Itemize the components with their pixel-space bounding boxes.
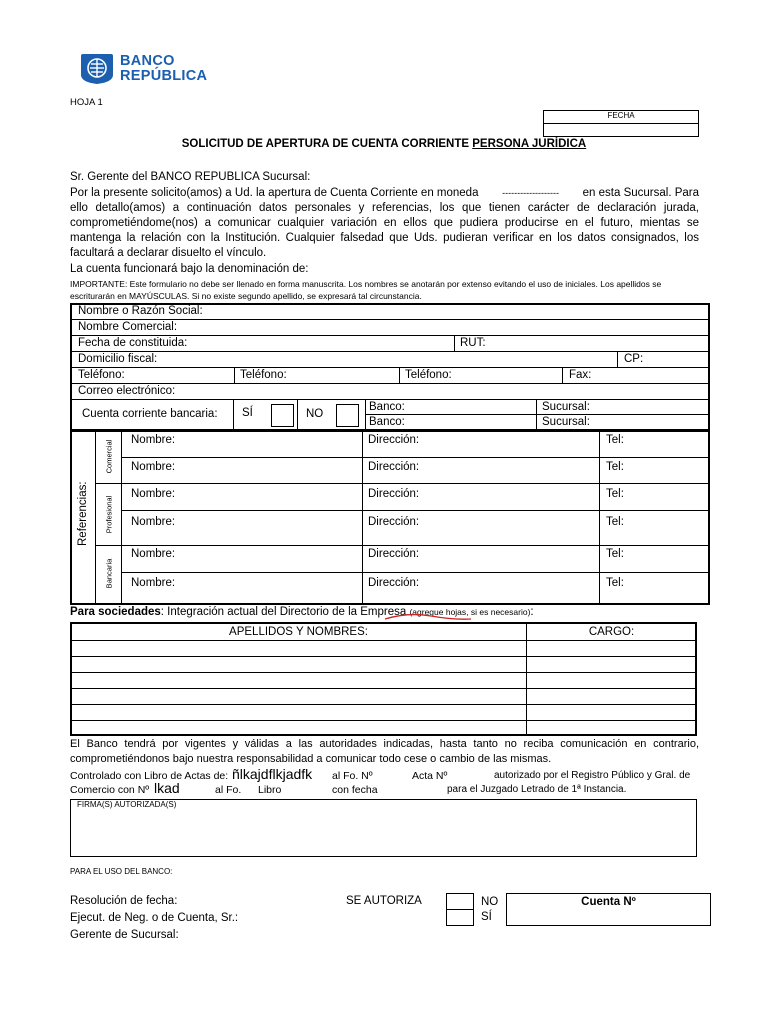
- nombre-comercial-label: Nombre Comercial:: [78, 321, 178, 333]
- intro-dashes: -------------------: [502, 188, 560, 198]
- telefono-label-3: Teléfono:: [405, 369, 452, 381]
- important-note: IMPORTANTE: Este formulario no debe ser llenado en forma manuscrita. Los nombres se anotarán por extenso evitando el uso de iniciales. Los apellidos se escriturarán en MAYÚSCULAS. Si no existe segundo apellido, se expresará tal circunstancia.: [70, 279, 662, 301]
- controlled-i: para el Juzgado Letrado de 1ª Instancia.: [447, 784, 627, 795]
- ref-tel-6: Tel:: [606, 577, 624, 589]
- ref-nombre-1: Nombre:: [131, 434, 176, 446]
- no-label: NO: [306, 408, 324, 420]
- ref-tel-1: Tel:: [606, 434, 624, 446]
- ref-direccion-5: Dirección:: [368, 548, 420, 560]
- reference-group-comercial: Comercial: [104, 439, 114, 474]
- ref-nombre-2: Nombre:: [131, 461, 176, 473]
- ref-nombre-6: Nombre:: [131, 577, 176, 589]
- controlled-e: Comercio con Nº: [70, 784, 150, 796]
- resolucion-label: Resolución de fecha:: [70, 895, 178, 907]
- ref-nombre-4: Nombre:: [131, 516, 176, 528]
- ref-direccion-2: Dirección:: [368, 461, 420, 473]
- sheet-number: HOJA 1: [70, 97, 103, 108]
- reference-group-bancaria: Bancaria: [104, 558, 114, 589]
- telefono-label-1: Teléfono:: [78, 369, 125, 381]
- correo-label: Correo electrónico:: [78, 385, 176, 397]
- banco-label-1: Banco:: [369, 401, 405, 413]
- fax-label: Fax:: [569, 369, 592, 381]
- account-number-label: Cuenta Nº: [581, 896, 636, 908]
- directors-col-names: APELLIDOS Y NOMBRES:: [229, 626, 368, 638]
- si-label: SÍ: [242, 407, 253, 419]
- cp-label: CP:: [624, 353, 644, 365]
- autoriza-label: SE AUTORIZA: [346, 895, 422, 907]
- no-checkbox[interactable]: [336, 404, 359, 427]
- ref-direccion-1: Dirección:: [368, 434, 420, 446]
- bank-logo-icon: [79, 51, 115, 85]
- sucursal-label-1: Sucursal:: [542, 401, 590, 413]
- authorize-no-label: NO: [481, 896, 499, 908]
- date-label: FECHA: [607, 111, 635, 120]
- directors-col-cargo: CARGO:: [588, 626, 635, 638]
- handwritten-book: ñlkajdflkjadfk: [232, 766, 313, 782]
- ref-nombre-5: Nombre:: [131, 548, 176, 560]
- ref-nombre-3: Nombre:: [131, 488, 176, 500]
- reference-group-profesional: Profesional: [104, 495, 114, 534]
- si-checkbox[interactable]: [271, 404, 294, 427]
- telefono-label-2: Teléfono:: [240, 369, 287, 381]
- intro-text-a: Por la presente solicito(amos) a Ud. la apertura de Cuenta Corriente en moneda: [70, 187, 479, 199]
- cuenta-bancaria-label: Cuenta corriente bancaria:: [82, 408, 218, 420]
- sucursal-label-2: Sucursal:: [542, 416, 590, 428]
- references-title: Referencias:: [77, 481, 89, 546]
- greeting: Sr. Gerente del BANCO REPUBLICA Sucursal:: [70, 171, 311, 183]
- authorize-si-label: SÍ: [481, 911, 492, 923]
- controlled-a: Controlado con Libro de Actas de:: [70, 770, 229, 782]
- bank-logo: [79, 51, 219, 87]
- denomination-label: La cuenta funcionará bajo la denominación de:: [70, 263, 309, 275]
- controlled-b: al Fo. Nº: [332, 770, 373, 782]
- domicilio-label: Domicilio fiscal:: [78, 353, 158, 365]
- handwritten-number: lkad: [154, 780, 180, 796]
- rut-label: RUT:: [460, 337, 486, 349]
- gerente-label: Gerente de Sucursal:: [70, 929, 179, 941]
- controlled-d: autorizado por el Registro Público y Gral. de: [494, 770, 691, 781]
- directors-label-bold: Para sociedades: [70, 606, 161, 618]
- directors-label-rest: : Integración actual del Directorio de la Empresa: [160, 606, 407, 618]
- authorize-si-checkbox[interactable]: [446, 909, 474, 926]
- ref-direccion-3: Dirección:: [368, 488, 420, 500]
- controlled-c: Acta Nº: [412, 770, 448, 782]
- ejecutivo-label: Ejecut. de Neg. o de Cuenta, Sr.:: [70, 912, 239, 924]
- ref-direccion-4: Dirección:: [368, 516, 420, 528]
- ref-tel-2: Tel:: [606, 461, 624, 473]
- intro-text-rest: ello detallo(amos) a continuación datos personales y referencias, los que tienen carácter de declaración jurada, comprometiéndome(nos) a comunicar cualquier variación en ellos que pudiera producirse en el futuro, mientas se mantenga la relación con la Institución. Cualquier falsedad que Uds. pudieran verificar en los datos consignados, los facultará a declarar disuelto el vínculo.: [70, 202, 699, 259]
- title-prefix: SOLICITUD DE APERTURA DE CUENTA CORRIENTE: [181, 138, 473, 150]
- controlled-h: con fecha: [332, 784, 378, 796]
- fecha-constituida-label: Fecha de constituida:: [78, 337, 188, 349]
- ref-direccion-6: Dirección:: [368, 577, 420, 589]
- title-emphasis: PERSONA JURÍDICA: [472, 138, 587, 150]
- form-title: [0, 138, 768, 150]
- directors-label-end: :: [530, 606, 534, 618]
- controlled-f: al Fo.: [215, 784, 242, 796]
- ref-tel-5: Tel:: [606, 548, 624, 560]
- signature-label: FIRMA(S) AUTORIZADA(S): [77, 800, 177, 809]
- razon-social-label: Nombre o Razón Social:: [78, 305, 203, 317]
- bank-use-label: PARA EL USO DEL BANCO:: [70, 867, 173, 876]
- controlled-line-2: [70, 782, 699, 798]
- logo-line-2: REPÚBLICA: [120, 68, 208, 84]
- intro-paragraph: [70, 186, 699, 261]
- banco-label-2: Banco:: [369, 416, 405, 428]
- ref-tel-3: Tel:: [606, 488, 624, 500]
- ref-tel-4: Tel:: [606, 516, 624, 528]
- controlled-g: Libro: [258, 784, 282, 796]
- directors-label-note: (agregue hojas, si es necesario): [409, 607, 531, 617]
- intro-text-b: en esta Sucursal. Para: [582, 187, 699, 199]
- authorize-no-checkbox[interactable]: [446, 893, 474, 910]
- validity-paragraph: El Banco tendrá por vigentes y válidas a las autoridades indicadas, hasta tanto no reciba comunicación en contrario, comprometiéndonos bajo nuestra responsabilidad a comunicar todo cese o cambio de las mismas.: [70, 738, 699, 765]
- logo-line-1: BANCO: [120, 53, 175, 69]
